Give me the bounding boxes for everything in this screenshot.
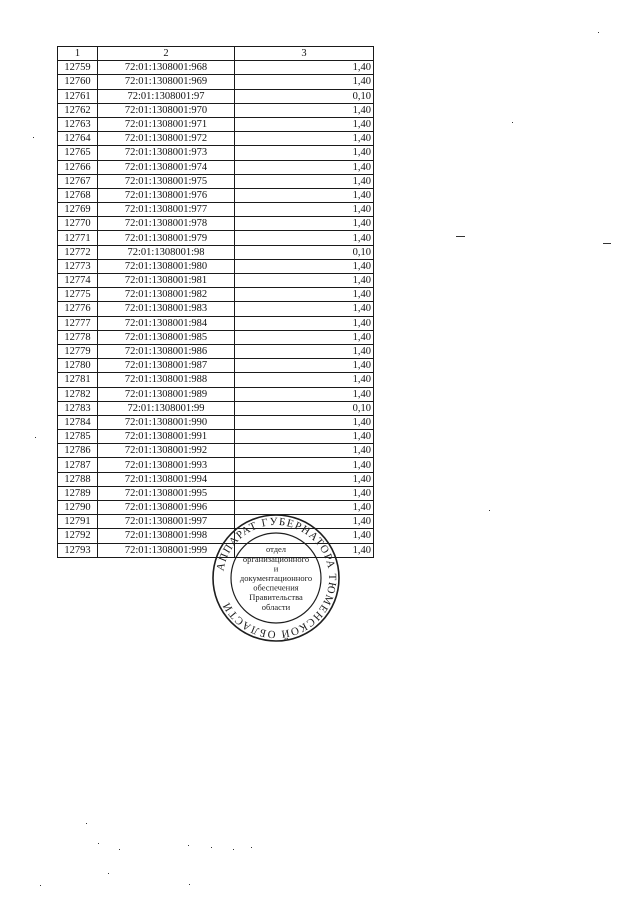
cadastral-number: 72:01:1308001:976 xyxy=(98,188,235,202)
cadastral-number: 72:01:1308001:994 xyxy=(98,472,235,486)
row-number: 12764 xyxy=(58,132,98,146)
row-value: 1,40 xyxy=(235,274,374,288)
cadastral-number: 72:01:1308001:978 xyxy=(98,217,235,231)
table-row xyxy=(58,401,374,415)
table-row xyxy=(58,117,374,131)
cadastral-number: 72:01:1308001:977 xyxy=(98,203,235,217)
table-row xyxy=(58,458,374,472)
table-row xyxy=(58,75,374,89)
cadastral-number: 72:01:1308001:989 xyxy=(98,387,235,401)
table-row xyxy=(58,486,374,500)
table-row xyxy=(58,330,374,344)
row-value: 1,40 xyxy=(235,117,374,131)
row-value: 1,40 xyxy=(235,486,374,500)
table-row xyxy=(58,174,374,188)
row-value: 1,40 xyxy=(235,160,374,174)
table-row xyxy=(58,430,374,444)
row-value: 0,10 xyxy=(235,245,374,259)
cadastral-number: 72:01:1308001:986 xyxy=(98,344,235,358)
column-header-2: 2 xyxy=(98,47,235,61)
table-row xyxy=(58,245,374,259)
cadastral-number: 72:01:1308001:985 xyxy=(98,330,235,344)
row-value: 1,40 xyxy=(235,501,374,515)
row-number: 12768 xyxy=(58,188,98,202)
row-number: 12765 xyxy=(58,146,98,160)
row-value: 1,40 xyxy=(235,61,374,75)
scan-speck xyxy=(211,847,212,848)
stamp-center-line: области xyxy=(261,601,291,612)
row-value: 1,40 xyxy=(235,302,374,316)
table-body xyxy=(58,61,374,558)
scan-speck xyxy=(489,510,490,511)
scan-speck xyxy=(233,849,234,850)
row-number: 12763 xyxy=(58,117,98,131)
row-number: 12775 xyxy=(58,288,98,302)
scan-speck xyxy=(119,849,120,850)
stamp-center-line: организационного xyxy=(242,553,310,564)
row-number: 12793 xyxy=(58,543,98,557)
row-number: 12759 xyxy=(58,61,98,75)
table-row xyxy=(58,387,374,401)
cadastral-number: 72:01:1308001:98 xyxy=(98,245,235,259)
row-number: 12792 xyxy=(58,529,98,543)
table-row xyxy=(58,316,374,330)
row-number: 12783 xyxy=(58,401,98,415)
table-row xyxy=(58,259,374,273)
table-row xyxy=(58,231,374,245)
row-value: 1,40 xyxy=(235,259,374,273)
cadastral-number: 72:01:1308001:979 xyxy=(98,231,235,245)
row-number: 12781 xyxy=(58,373,98,387)
scan-speck xyxy=(86,823,87,824)
cadastral-number: 72:01:1308001:998 xyxy=(98,529,235,543)
cadastral-number: 72:01:1308001:991 xyxy=(98,430,235,444)
cadastral-number: 72:01:1308001:983 xyxy=(98,302,235,316)
row-value: 0,10 xyxy=(235,89,374,103)
row-value: 1,40 xyxy=(235,472,374,486)
row-value: 1,40 xyxy=(235,330,374,344)
row-number: 12780 xyxy=(58,359,98,373)
row-value: 1,40 xyxy=(235,359,374,373)
scan-speck xyxy=(35,437,36,438)
row-value: 1,40 xyxy=(235,288,374,302)
row-number: 12767 xyxy=(58,174,98,188)
scan-speck xyxy=(512,122,513,123)
table-row xyxy=(58,373,374,387)
scan-speck xyxy=(189,884,190,885)
row-number: 12760 xyxy=(58,75,98,89)
scan-speck xyxy=(33,137,34,138)
table-row xyxy=(58,288,374,302)
cadastral-number: 72:01:1308001:969 xyxy=(98,75,235,89)
scan-speck xyxy=(456,236,465,237)
table-row xyxy=(58,472,374,486)
row-number: 12773 xyxy=(58,259,98,273)
table-row xyxy=(58,444,374,458)
cadastral-number: 72:01:1308001:993 xyxy=(98,458,235,472)
table-row xyxy=(58,359,374,373)
row-number: 12778 xyxy=(58,330,98,344)
row-number: 12787 xyxy=(58,458,98,472)
cadastral-number: 72:01:1308001:982 xyxy=(98,288,235,302)
row-number: 12772 xyxy=(58,245,98,259)
row-number: 12786 xyxy=(58,444,98,458)
cadastral-number: 72:01:1308001:981 xyxy=(98,274,235,288)
row-number: 12777 xyxy=(58,316,98,330)
row-number: 12761 xyxy=(58,89,98,103)
row-value: 1,40 xyxy=(235,543,374,557)
row-value: 1,40 xyxy=(235,188,374,202)
column-header-3: 3 xyxy=(235,47,374,61)
table-row xyxy=(58,103,374,117)
stamp-ring-text: АППАРАТ ГУБЕРНАТОРА ТЮМЕНСКОЙ ОБЛАСТИ xyxy=(214,515,339,641)
table-header-row xyxy=(58,47,374,61)
table-row xyxy=(58,160,374,174)
cadastral-number: 72:01:1308001:988 xyxy=(98,373,235,387)
row-value: 1,40 xyxy=(235,217,374,231)
register-table xyxy=(57,46,374,558)
scan-speck xyxy=(98,843,99,844)
row-value: 1,40 xyxy=(235,387,374,401)
row-value: 1,40 xyxy=(235,203,374,217)
row-value: 1,40 xyxy=(235,174,374,188)
row-value: 1,40 xyxy=(235,146,374,160)
table-row xyxy=(58,146,374,160)
scan-speck xyxy=(603,243,611,244)
scan-speck xyxy=(251,847,252,848)
row-value: 1,40 xyxy=(235,231,374,245)
row-value: 1,40 xyxy=(235,444,374,458)
row-number: 12779 xyxy=(58,344,98,358)
scan-speck xyxy=(40,885,41,886)
cadastral-number: 72:01:1308001:972 xyxy=(98,132,235,146)
cadastral-number: 72:01:1308001:99 xyxy=(98,401,235,415)
cadastral-number: 72:01:1308001:980 xyxy=(98,259,235,273)
table-row xyxy=(58,302,374,316)
table-row xyxy=(58,344,374,358)
column-header-1: 1 xyxy=(58,47,98,61)
cadastral-number: 72:01:1308001:996 xyxy=(98,501,235,515)
table-row xyxy=(58,89,374,103)
cadastral-number: 72:01:1308001:999 xyxy=(98,543,235,557)
cadastral-number: 72:01:1308001:995 xyxy=(98,486,235,500)
row-number: 12762 xyxy=(58,103,98,117)
row-value: 0,10 xyxy=(235,401,374,415)
cadastral-number: 72:01:1308001:97 xyxy=(98,89,235,103)
stamp-center-line: отдел xyxy=(265,544,287,555)
row-value: 1,40 xyxy=(235,373,374,387)
stamp-center-line: обеспечения xyxy=(253,582,299,593)
cadastral-number: 72:01:1308001:990 xyxy=(98,415,235,429)
cadastral-number: 72:01:1308001:997 xyxy=(98,515,235,529)
cadastral-number: 72:01:1308001:974 xyxy=(98,160,235,174)
row-number: 12785 xyxy=(58,430,98,444)
table-row xyxy=(58,415,374,429)
row-number: 12790 xyxy=(58,501,98,515)
row-number: 12789 xyxy=(58,486,98,500)
row-value: 1,40 xyxy=(235,458,374,472)
cadastral-number: 72:01:1308001:968 xyxy=(98,61,235,75)
stamp-center-line: Правительства xyxy=(249,592,303,603)
cadastral-number: 72:01:1308001:973 xyxy=(98,146,235,160)
row-value: 1,40 xyxy=(235,316,374,330)
row-value: 1,40 xyxy=(235,75,374,89)
row-value: 1,40 xyxy=(235,415,374,429)
scan-speck xyxy=(598,32,599,33)
row-number: 12791 xyxy=(58,515,98,529)
row-number: 12769 xyxy=(58,203,98,217)
table-row xyxy=(58,274,374,288)
cadastral-number: 72:01:1308001:970 xyxy=(98,103,235,117)
row-number: 12784 xyxy=(58,415,98,429)
row-value: 1,40 xyxy=(235,515,374,529)
scan-speck xyxy=(108,873,109,874)
stamp-center-line: документационного xyxy=(239,573,313,583)
row-value: 1,40 xyxy=(235,430,374,444)
row-number: 12770 xyxy=(58,217,98,231)
table-row xyxy=(58,188,374,202)
scan-speck xyxy=(188,845,189,846)
table-row xyxy=(58,61,374,75)
row-number: 12771 xyxy=(58,231,98,245)
stamp-center-line: и xyxy=(273,563,279,574)
row-value: 1,40 xyxy=(235,132,374,146)
cadastral-number: 72:01:1308001:971 xyxy=(98,117,235,131)
table-row xyxy=(58,203,374,217)
row-number: 12782 xyxy=(58,387,98,401)
row-number: 12766 xyxy=(58,160,98,174)
row-value: 1,40 xyxy=(235,344,374,358)
cadastral-number: 72:01:1308001:984 xyxy=(98,316,235,330)
row-number: 12774 xyxy=(58,274,98,288)
row-value: 1,40 xyxy=(235,103,374,117)
table-row xyxy=(58,217,374,231)
official-stamp xyxy=(210,512,342,644)
row-number: 12776 xyxy=(58,302,98,316)
row-value: 1,40 xyxy=(235,529,374,543)
cadastral-number: 72:01:1308001:992 xyxy=(98,444,235,458)
cadastral-number: 72:01:1308001:975 xyxy=(98,174,235,188)
row-number: 12788 xyxy=(58,472,98,486)
cadastral-number: 72:01:1308001:987 xyxy=(98,359,235,373)
table-row xyxy=(58,132,374,146)
